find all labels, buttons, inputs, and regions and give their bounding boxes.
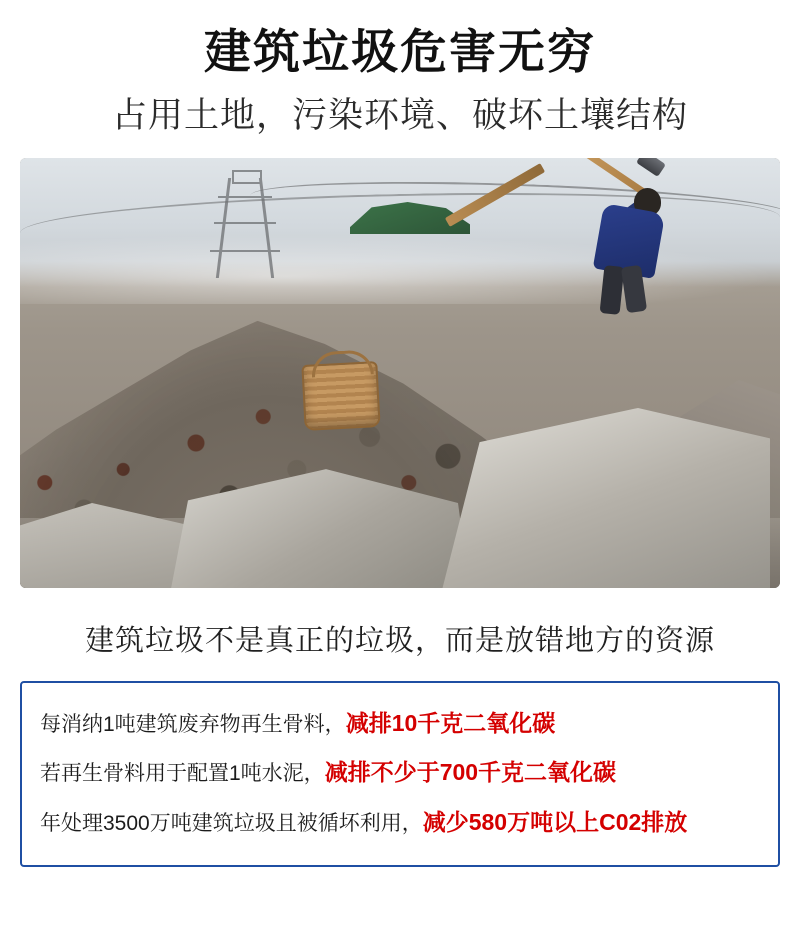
fact-row xyxy=(40,748,760,797)
fact-row xyxy=(40,798,760,847)
page-title: 建筑垃圾危害无穷 xyxy=(204,25,596,78)
fact-highlight: 减排10千克二氧化碳 xyxy=(345,709,556,736)
power-pylon-icon xyxy=(208,170,282,278)
fact-highlight: 减少580万吨以上C02排放 xyxy=(422,808,688,835)
facts-box xyxy=(20,681,780,867)
fact-lead: 年处理3500万吨建筑垃圾且被循坏利用， xyxy=(40,811,423,835)
photo-canvas xyxy=(20,158,780,588)
hero-photo xyxy=(20,158,780,588)
header xyxy=(0,0,800,136)
fact-lead: 每消纳1吨建筑废弃物再生骨料， xyxy=(40,712,346,736)
hammer-head-icon xyxy=(636,158,666,177)
worker-figure xyxy=(560,172,710,312)
photo-caption: 建筑垃圾不是真正的垃圾，而是放错地方的资源 xyxy=(84,624,715,657)
page-subtitle: 占用土地，污染环境、破坏土壤结构 xyxy=(111,95,688,135)
fact-row xyxy=(40,699,760,748)
fact-highlight: 减排不少于700千克二氧化碳 xyxy=(324,759,617,786)
wicker-basket xyxy=(301,361,380,431)
concrete-slab-right xyxy=(440,408,770,588)
fact-lead: 若再生骨料用于配置1吨水泥， xyxy=(40,762,325,786)
